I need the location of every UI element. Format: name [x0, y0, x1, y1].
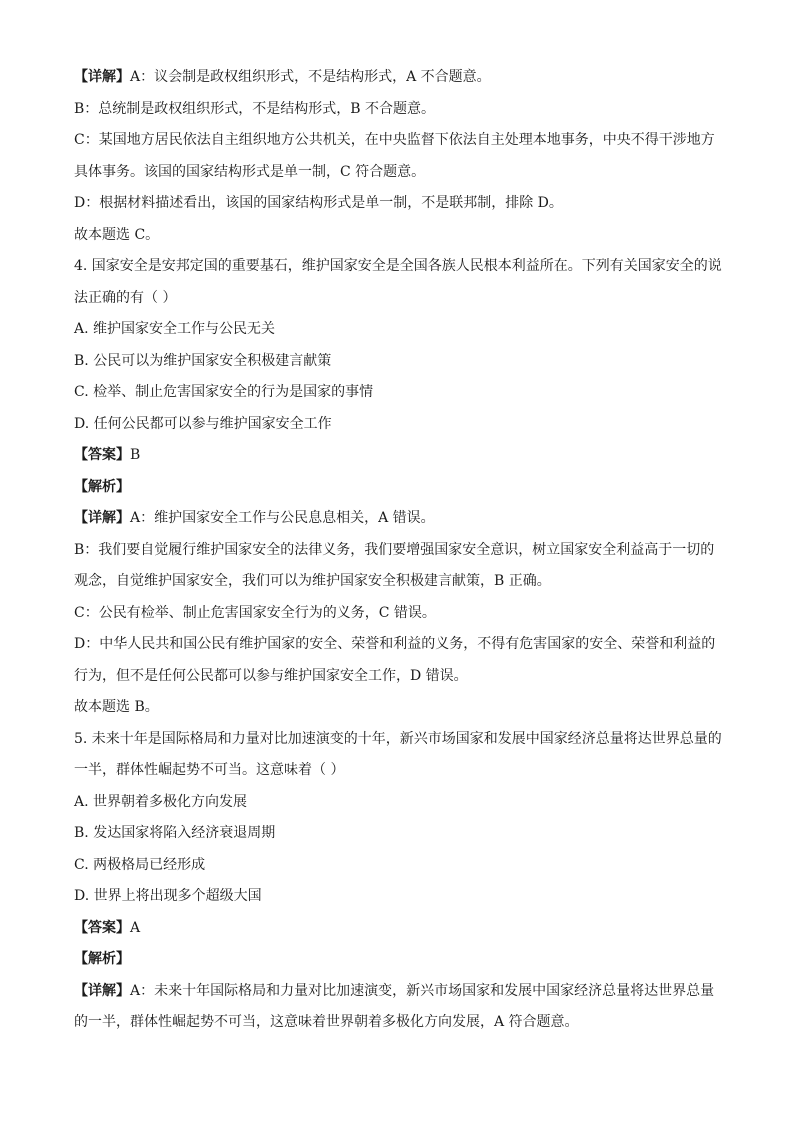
- section-tag: 【详解】: [74, 982, 130, 999]
- line-text: 4. 国家安全是安邦定国的重要基石，维护国家安全是全国各族人民根本利益所在。下列有关国家安全的说: [74, 258, 722, 274]
- text-line: [74, 692, 724, 724]
- line-text: A. 世界朝着多极化方向发展: [74, 793, 248, 810]
- line-text: C：公民有检举、制止危害国家安全行为的义务，C 错误。: [74, 604, 436, 621]
- line-text: 故本题选 C。: [74, 226, 160, 243]
- text-line: [74, 787, 724, 819]
- text-line: [74, 157, 724, 189]
- text-line: [74, 62, 724, 94]
- line-text: A：维护国家安全工作与公民息息相关，A 错误。: [130, 510, 435, 526]
- line-text: B: [130, 447, 141, 463]
- line-text: A：未来十年国际格局和力量对比加速演变，新兴市场国家和发展中国家经济总量将达世界总量: [130, 982, 715, 999]
- line-text: 具体事务。该国的国家结构形式是单一制，C 符合题意。: [74, 163, 426, 180]
- text-line: [74, 94, 724, 126]
- line-text: B：我们要自觉履行维护国家安全的法律义务，我们要增强国家安全意识，树立国家安全利益高于一切的: [74, 541, 715, 558]
- section-tag: 【解析】: [74, 951, 130, 967]
- line-text: D：中华人民共和国公民有维护国家的安全、荣誉和利益的义务，不得有危害国家的安全、荣誉和利益的: [74, 636, 716, 652]
- text-line: [74, 503, 724, 535]
- text-line: [74, 598, 724, 630]
- line-text: 法正确的有（ ）: [74, 289, 177, 306]
- line-text: C：某国地方居民依法自主组织地方公共机关，在中央监督下依法自主处理本地事务，中央不得干涉地方: [74, 132, 715, 148]
- text-line: [74, 125, 724, 157]
- section-tag: 【答案】: [74, 447, 130, 463]
- line-text: 5. 未来十年是国际格局和力量对比加速演变的十年，新兴市场国家和发展中国家经济总量将达世界总量的: [74, 730, 722, 747]
- text-line: [74, 661, 724, 693]
- text-line: [74, 755, 724, 787]
- text-line: [74, 535, 724, 567]
- line-text: A. 维护国家安全工作与公民无关: [74, 321, 276, 337]
- text-line: [74, 850, 724, 882]
- section-tag: 【详解】: [74, 69, 130, 85]
- text-line: [74, 440, 724, 472]
- line-text: A: [130, 919, 141, 936]
- text-line: [74, 944, 724, 976]
- text-line: [74, 377, 724, 409]
- line-text: 行为，但不是任何公民都可以参与维护国家安全工作，D 错误。: [74, 667, 468, 684]
- text-line: [74, 314, 724, 346]
- line-text: C. 两极格局已经形成: [74, 856, 206, 873]
- line-text: B. 发达国家将陷入经济衰退周期: [74, 825, 276, 841]
- text-line: [74, 251, 724, 283]
- line-text: B：总统制是政权组织形式，不是结构形式，B 不合题意。: [74, 100, 436, 117]
- text-line: [74, 283, 724, 315]
- line-text: D. 任何公民都可以参与维护国家安全工作: [74, 415, 332, 432]
- text-line: [74, 566, 724, 598]
- line-text: 故本题选 B。: [74, 699, 159, 715]
- section-tag: 【答案】: [74, 919, 130, 936]
- text-line: [74, 472, 724, 504]
- text-line: [74, 346, 724, 378]
- text-line: [74, 913, 724, 945]
- section-tag: 【详解】: [74, 510, 130, 526]
- line-text: 的一半，群体性崛起势不可当，这意味着世界朝着多极化方向发展，A 符合题意。: [74, 1014, 579, 1030]
- text-line: [74, 724, 724, 756]
- text-line: [74, 188, 724, 220]
- document-body: [74, 62, 724, 1039]
- text-line: [74, 1007, 724, 1039]
- text-line: [74, 220, 724, 252]
- text-line: [74, 976, 724, 1008]
- line-text: B. 公民可以为维护国家安全积极建言献策: [74, 352, 332, 369]
- text-line: [74, 629, 724, 661]
- line-text: A：议会制是政权组织形式，不是结构形式，A 不合题意。: [130, 69, 491, 85]
- line-text: D. 世界上将出现多个超级大国: [74, 888, 262, 904]
- line-text: C. 检举、制止危害国家安全的行为是国家的事情: [74, 384, 374, 400]
- line-text: 观念，自觉维护国家安全，我们可以为维护国家安全积极建言献策，B 正确。: [74, 573, 551, 589]
- section-tag: 【解析】: [74, 478, 130, 495]
- line-text: D：根据材料描述看出，该国的国家结构形式是单一制，不是联邦制，排除 D。: [74, 195, 563, 211]
- text-line: [74, 818, 724, 850]
- text-line: [74, 881, 724, 913]
- line-text: 一半，群体性崛起势不可当。这意味着（ ）: [74, 762, 345, 778]
- text-line: [74, 409, 724, 441]
